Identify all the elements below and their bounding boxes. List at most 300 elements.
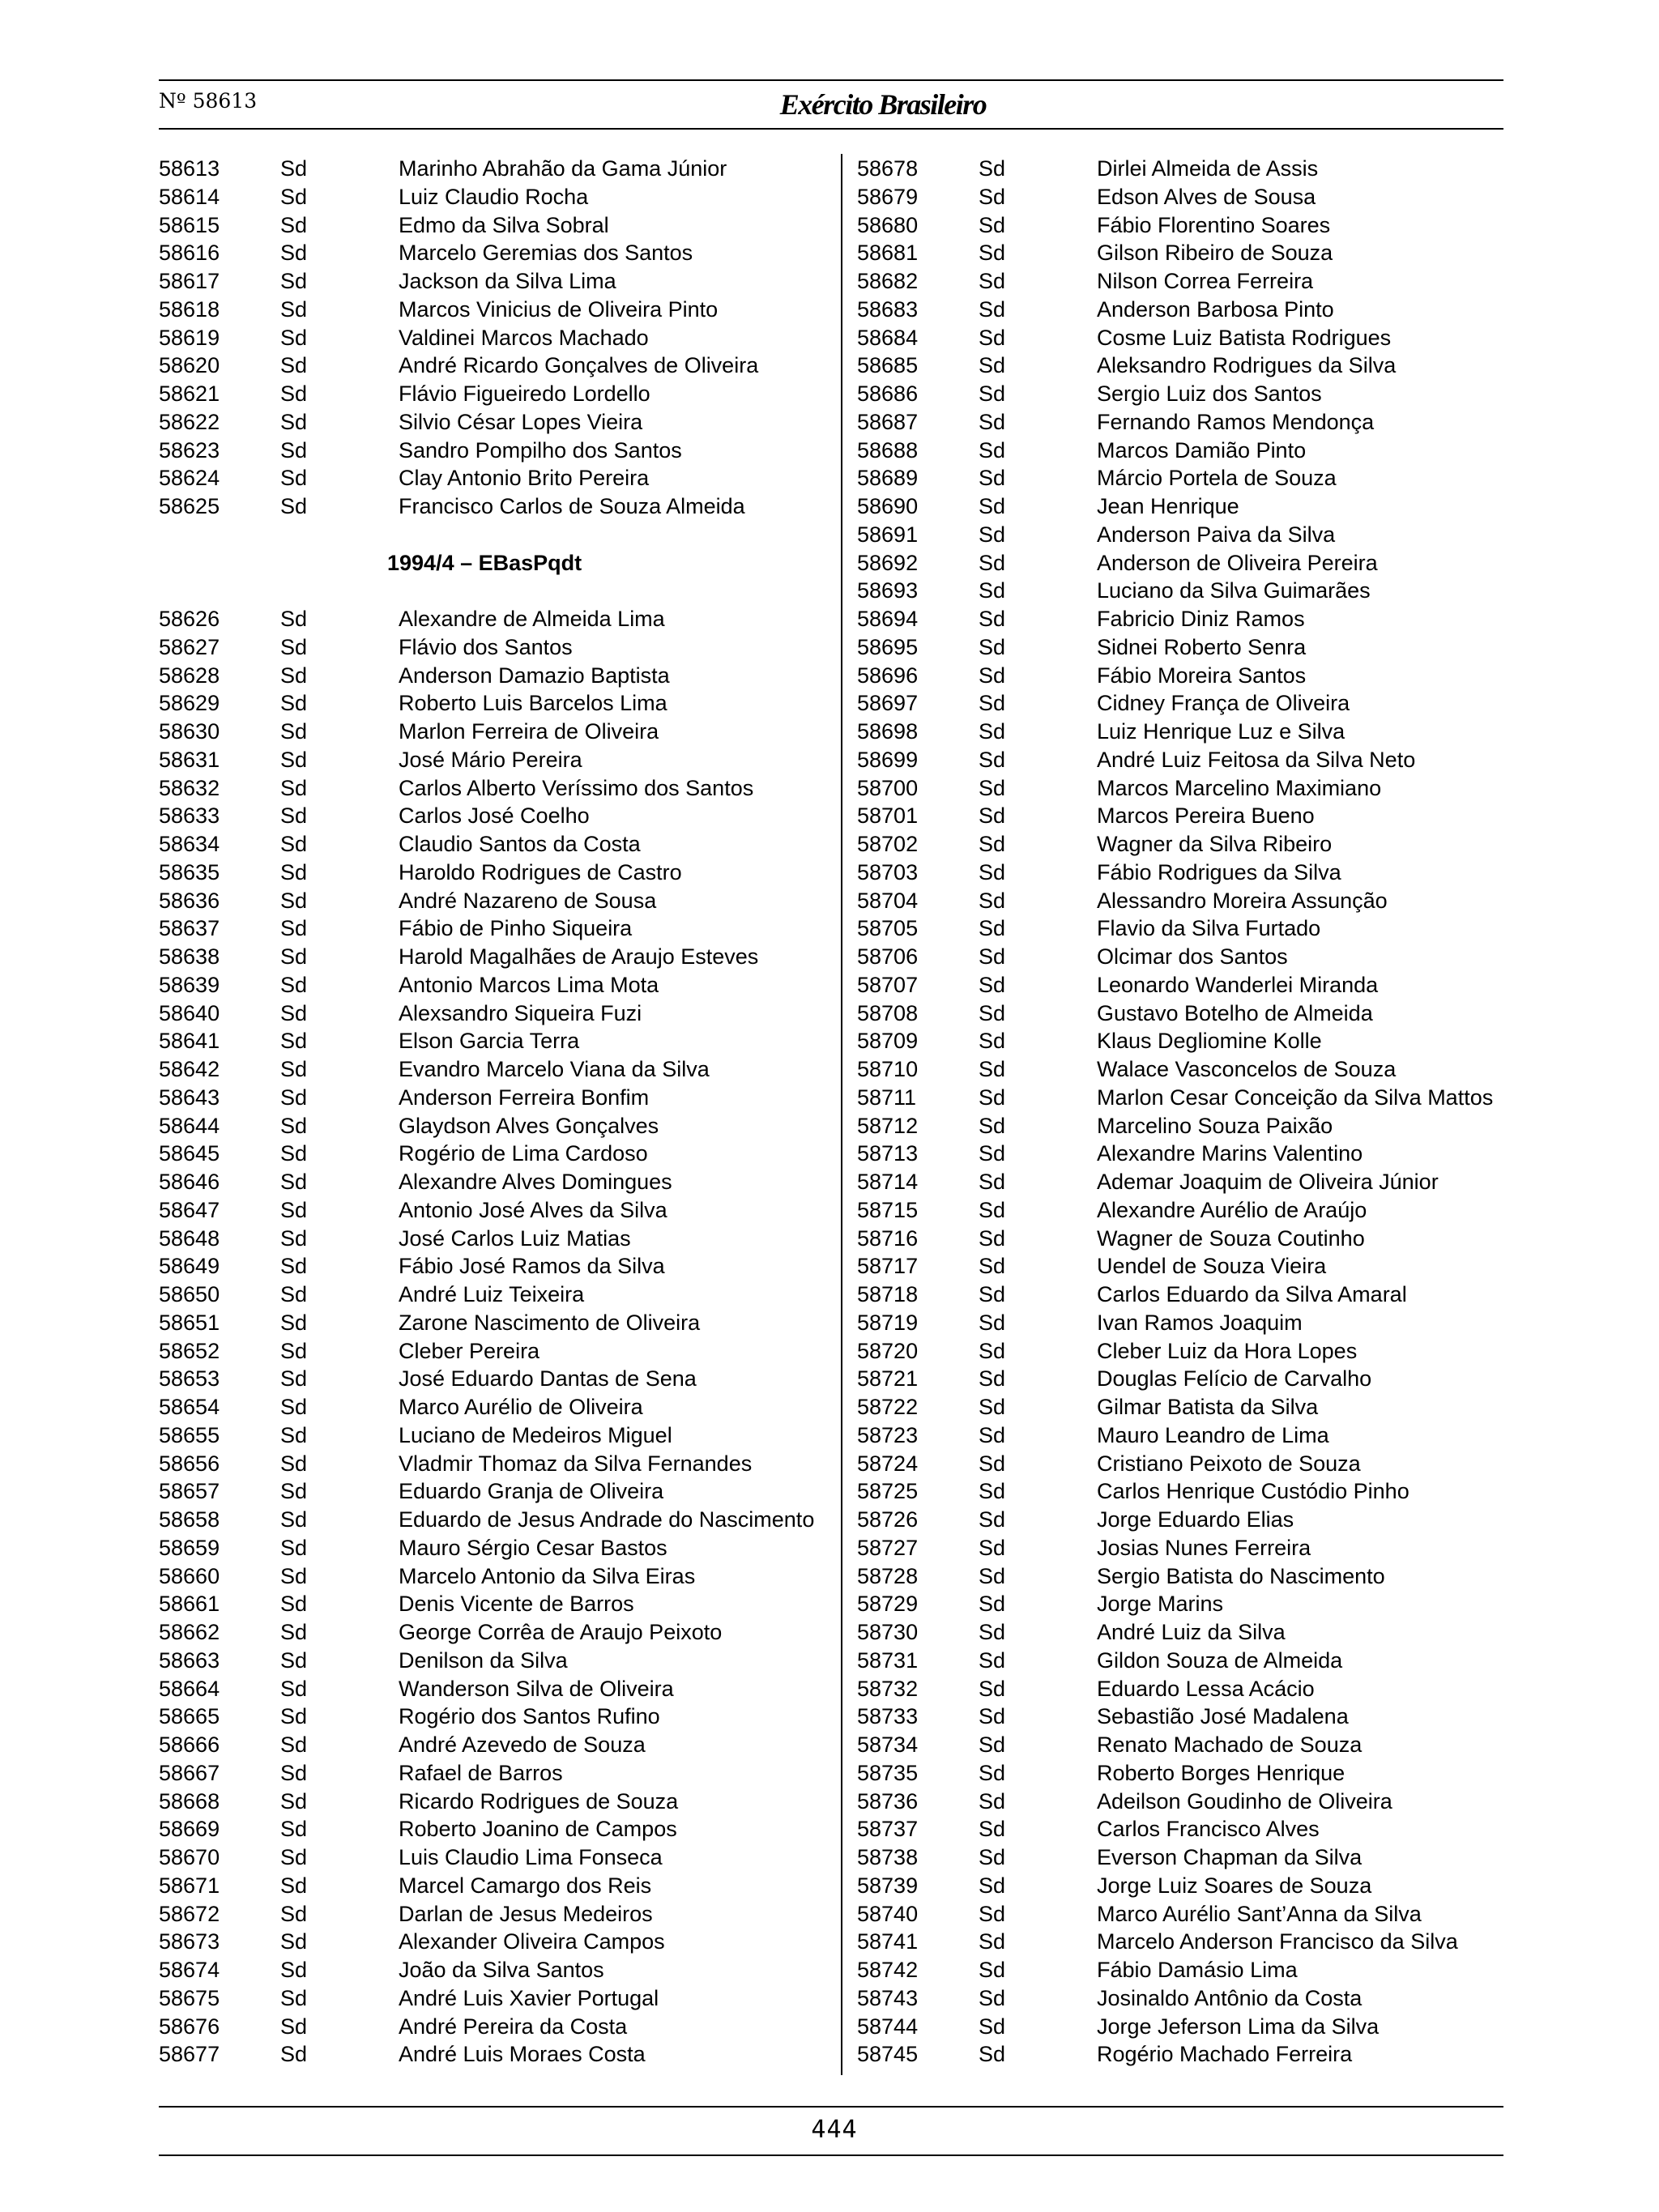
list-item (159, 1618, 839, 1647)
rank: Sd (280, 353, 308, 378)
registration-number: 58699 (857, 747, 919, 772)
list-item (857, 1928, 1513, 1956)
person-name: José Eduardo Dantas de Sena (399, 1366, 697, 1392)
right-list (857, 155, 1513, 2069)
list-item (159, 633, 839, 662)
registration-number: 58694 (857, 607, 919, 631)
left-list-group-1 (159, 155, 839, 521)
registration-number: 58707 (857, 972, 919, 997)
list-item (159, 352, 839, 380)
registration-number: 58734 (857, 1733, 919, 1757)
person-name: Carlos Eduardo da Silva Amaral (1097, 1282, 1407, 1306)
list-item (159, 999, 839, 1028)
registration-number: 58646 (159, 1170, 220, 1195)
rank: Sd (979, 494, 1006, 518)
list-item (857, 239, 1513, 267)
list-item (159, 1421, 839, 1450)
list-item (159, 1450, 839, 1478)
registration-number: 58729 (857, 1592, 919, 1617)
registration-number: 58621 (159, 381, 220, 406)
rank: Sd (280, 1733, 308, 1758)
registration-number: 58717 (857, 1254, 919, 1279)
registration-number: 58681 (857, 241, 919, 266)
person-name: Marcelo Anderson Francisco da Silva (1097, 1929, 1458, 1954)
rank: Sd (979, 1141, 1006, 1166)
registration-number: 58636 (159, 888, 220, 913)
registration-number: 58645 (159, 1141, 220, 1166)
list-item (857, 746, 1513, 774)
rank: Sd (979, 1366, 1006, 1392)
registration-number: 58664 (159, 1676, 220, 1701)
list-item (159, 1900, 839, 1929)
person-name: Alexsandro Siqueira Fuzi (399, 1000, 642, 1025)
person-name: Silvio César Lopes Vieira (399, 409, 643, 434)
rank: Sd (280, 1647, 308, 1673)
person-name: Wagner de Souza Coutinho (1097, 1225, 1365, 1251)
person-name: Antonio José Alves da Silva (399, 1197, 667, 1222)
list-item (857, 633, 1513, 662)
list-item (857, 774, 1513, 803)
registration-number: 58693 (857, 578, 919, 603)
registration-number: 58685 (857, 353, 919, 378)
list-item (159, 1027, 839, 1055)
person-name: João da Silva Santos (399, 1958, 604, 1983)
rank: Sd (280, 1310, 308, 1335)
registration-number: 58641 (159, 1029, 220, 1054)
registration-number: 58696 (857, 663, 919, 688)
rank: Sd (979, 1620, 1006, 1644)
rank: Sd (979, 578, 1006, 603)
list-item (159, 1112, 839, 1140)
rank: Sd (280, 241, 308, 266)
person-name: Luciano da Silva Guimarães (1097, 578, 1371, 603)
person-name: Anderson Ferreira Bonfim (399, 1085, 650, 1110)
registration-number: 58650 (159, 1282, 220, 1307)
registration-number: 58616 (159, 241, 220, 266)
list-item (857, 1618, 1513, 1647)
registration-number: 58647 (159, 1197, 220, 1222)
rank: Sd (979, 1592, 1006, 1617)
rank: Sd (280, 494, 308, 518)
registration-number: 58713 (857, 1141, 919, 1166)
person-name: Mauro Sérgio Cesar Bastos (399, 1535, 667, 1560)
list-item (857, 2040, 1513, 2069)
list-item (159, 1534, 839, 1562)
person-name: Denis Vicente de Barros (399, 1592, 634, 1617)
registration-number: 58667 (159, 1760, 220, 1785)
registration-number: 58656 (159, 1451, 220, 1476)
person-name: Alessandro Moreira Assunção (1097, 888, 1388, 913)
registration-number: 58705 (857, 916, 919, 941)
rank: Sd (979, 1085, 1006, 1110)
registration-number: 58727 (857, 1535, 919, 1560)
registration-number: 58654 (159, 1395, 220, 1420)
person-name: Wanderson Silva de Oliveira (399, 1676, 674, 1701)
list-item (857, 1365, 1513, 1393)
list-item (159, 1872, 839, 1900)
person-name: Jean Henrique (1097, 494, 1239, 518)
list-item (857, 1477, 1513, 1506)
list-item (857, 971, 1513, 999)
list-item (159, 1788, 839, 1816)
person-name: Adeilson Goudinho de Oliveira (1097, 1788, 1392, 1813)
registration-number: 58740 (857, 1901, 919, 1926)
rank: Sd (280, 1057, 308, 1082)
registration-number: 58662 (159, 1620, 220, 1645)
list-item (159, 1647, 839, 1675)
rank: Sd (280, 1422, 308, 1447)
person-name: Alexandre Alves Domingues (399, 1170, 672, 1195)
rank: Sd (979, 607, 1006, 631)
list-item (857, 943, 1513, 971)
list-item (857, 549, 1513, 578)
registration-number: 58674 (159, 1958, 220, 1983)
registration-number: 58639 (159, 972, 220, 997)
registration-number: 58666 (159, 1733, 220, 1758)
registration-number: 58710 (857, 1057, 919, 1081)
list-item (857, 1281, 1513, 1309)
registration-number: 58742 (857, 1958, 919, 1982)
list-item (857, 830, 1513, 859)
list-item (857, 1252, 1513, 1281)
list-item (857, 1759, 1513, 1788)
rank: Sd (979, 1310, 1006, 1335)
rank: Sd (280, 1451, 308, 1476)
registration-number: 58626 (159, 607, 220, 632)
list-item (857, 1168, 1513, 1196)
person-name: José Carlos Luiz Matias (399, 1225, 631, 1251)
rank: Sd (979, 381, 1006, 406)
person-name: Ademar Joaquim de Oliveira Júnior (1097, 1170, 1439, 1194)
registration-number: 58741 (857, 1929, 919, 1954)
person-name: Zarone Nascimento de Oliveira (399, 1310, 701, 1335)
list-item (857, 1843, 1513, 1872)
rank: Sd (979, 466, 1006, 491)
list-item (857, 1027, 1513, 1055)
list-item (857, 296, 1513, 324)
rank: Sd (280, 1901, 308, 1926)
registration-number: 58617 (159, 269, 220, 293)
rank: Sd (280, 719, 308, 744)
list-item (857, 1590, 1513, 1618)
rank: Sd (979, 1029, 1006, 1054)
list-item (857, 718, 1513, 746)
registration-number: 58726 (857, 1507, 919, 1532)
person-name: Marinho Abrahão da Gama Júnior (399, 156, 727, 181)
person-name: Marlon Ferreira de Oliveira (399, 719, 659, 744)
rank: Sd (280, 972, 308, 997)
list-item (857, 1055, 1513, 1084)
rank: Sd (979, 1507, 1006, 1532)
rank: Sd (280, 1788, 308, 1813)
registration-number: 58680 (857, 212, 919, 237)
rank: Sd (280, 1141, 308, 1166)
registration-number: 58653 (159, 1366, 220, 1392)
person-name: Eduardo de Jesus Andrade do Nascimento (399, 1507, 815, 1532)
registration-number: 58649 (159, 1254, 220, 1279)
person-name: Edmo da Silva Sobral (399, 212, 609, 237)
person-name: Fábio Damásio Lima (1097, 1958, 1298, 1982)
registration-number: 58658 (159, 1507, 220, 1532)
rank: Sd (979, 550, 1006, 575)
rank: Sd (979, 1254, 1006, 1279)
list-item (159, 718, 839, 746)
list-item (159, 1506, 839, 1534)
registration-number: 58724 (857, 1451, 919, 1476)
rank: Sd (280, 1000, 308, 1025)
registration-number: 58720 (857, 1338, 919, 1363)
list-item (159, 1843, 839, 1872)
list-item (159, 1055, 839, 1084)
list-item (857, 1309, 1513, 1337)
person-name: Marco Aurélio Sant’Anna da Silva (1097, 1901, 1422, 1926)
list-item (857, 1984, 1513, 2013)
rank: Sd (979, 156, 1006, 181)
registration-number: 58684 (857, 325, 919, 350)
list-item (159, 830, 839, 859)
list-item (857, 1872, 1513, 1900)
person-name: Jorge Marins (1097, 1592, 1224, 1617)
rank: Sd (979, 1170, 1006, 1194)
rank: Sd (979, 859, 1006, 884)
list-item (159, 2013, 839, 2041)
list-item (159, 1759, 839, 1788)
registration-number: 58671 (159, 1873, 220, 1898)
registration-number: 58728 (857, 1563, 919, 1588)
person-name: André Nazareno de Sousa (399, 888, 657, 913)
rank: Sd (979, 437, 1006, 462)
list-item (159, 1675, 839, 1703)
list-item (857, 887, 1513, 915)
person-name: Marcos Vinicius de Oliveira Pinto (399, 296, 719, 322)
registration-number: 58625 (159, 494, 220, 518)
rank: Sd (979, 1535, 1006, 1560)
rank: Sd (280, 1929, 308, 1954)
registration-number: 58683 (857, 296, 919, 322)
list-item (857, 577, 1513, 605)
rank: Sd (979, 747, 1006, 772)
list-item (159, 1590, 839, 1618)
list-item (857, 1140, 1513, 1168)
list-item (857, 1225, 1513, 1253)
registration-number: 58744 (857, 2014, 919, 2039)
rank: Sd (979, 1704, 1006, 1729)
registration-number: 58723 (857, 1422, 919, 1447)
person-name: Luis Claudio Lima Fonseca (399, 1845, 663, 1870)
list-item (159, 267, 839, 296)
person-name: Sidnei Roberto Senra (1097, 634, 1307, 659)
rank: Sd (280, 1338, 308, 1363)
list-item (857, 1112, 1513, 1140)
person-name: Valdinei Marcos Machado (399, 325, 649, 350)
person-name: Jorge Eduardo Elias (1097, 1507, 1294, 1532)
person-name: Cidney França de Oliveira (1097, 691, 1350, 716)
list-item (159, 802, 839, 830)
registration-number: 58706 (857, 944, 919, 969)
registration-number: 58620 (159, 353, 220, 378)
person-name: Carlos José Coelho (399, 803, 590, 829)
registration-number: 58725 (857, 1479, 919, 1504)
person-name: Marcelino Souza Paixão (1097, 1113, 1333, 1138)
registration-number: 58631 (159, 747, 220, 772)
rank: Sd (979, 1760, 1006, 1785)
person-name: Mauro Leandro de Lima (1097, 1422, 1329, 1447)
registration-number: 58648 (159, 1225, 220, 1251)
person-name: Glaydson Alves Gonçalves (399, 1113, 659, 1138)
person-name: Sergio Luiz dos Santos (1097, 381, 1322, 406)
rank: Sd (280, 747, 308, 772)
rank: Sd (280, 607, 308, 632)
registration-number: 58629 (159, 691, 220, 716)
rank: Sd (979, 775, 1006, 800)
list-item (857, 1788, 1513, 1816)
footer-bottom-rule (159, 2154, 1503, 2156)
list-item (159, 662, 839, 690)
rank: Sd (280, 1985, 308, 2010)
person-name: Douglas Felício de Carvalho (1097, 1366, 1372, 1392)
rank: Sd (280, 832, 308, 857)
person-name: Haroldo Rodrigues de Castro (399, 859, 682, 884)
rank: Sd (979, 1817, 1006, 1842)
person-name: Carlos Henrique Custódio Pinho (1097, 1479, 1410, 1504)
rank: Sd (280, 212, 308, 237)
person-name: Fábio de Pinho Siqueira (399, 916, 633, 941)
person-name: Sandro Pompilho dos Santos (399, 437, 682, 462)
rank: Sd (979, 663, 1006, 688)
list-item (159, 492, 839, 521)
person-name: Rafael de Barros (399, 1760, 563, 1785)
registration-number: 58661 (159, 1592, 220, 1617)
registration-number: 58732 (857, 1676, 919, 1701)
rank: Sd (280, 2014, 308, 2039)
rank: Sd (280, 1479, 308, 1504)
person-name: Eduardo Granja de Oliveira (399, 1479, 664, 1504)
rank: Sd (979, 1647, 1006, 1673)
list-item (857, 1562, 1513, 1591)
person-name: Gustavo Botelho de Almeida (1097, 1000, 1373, 1025)
person-name: Flavio da Silva Furtado (1097, 916, 1321, 941)
person-name: Marcelo Antonio da Silva Eiras (399, 1563, 696, 1588)
registration-number: 58738 (857, 1845, 919, 1869)
list-item (857, 155, 1513, 183)
person-name: Roberto Borges Henrique (1097, 1760, 1346, 1785)
list-item (159, 155, 839, 183)
registration-number: 58622 (159, 409, 220, 434)
person-name: Jorge Luiz Soares de Souza (1097, 1873, 1372, 1898)
rank: Sd (280, 916, 308, 941)
list-item (857, 1393, 1513, 1421)
rank: Sd (979, 1845, 1006, 1869)
registration-number: 58711 (857, 1085, 917, 1110)
rank: Sd (280, 156, 308, 181)
registration-number: 58730 (857, 1620, 919, 1644)
person-name: Darlan de Jesus Medeiros (399, 1901, 653, 1926)
rank: Sd (280, 1535, 308, 1560)
person-name: Jorge Jeferson Lima da Silva (1097, 2014, 1380, 2039)
list-item (159, 605, 839, 633)
footer-top-rule (159, 2106, 1503, 2108)
rank: Sd (280, 1704, 308, 1729)
person-name: Fábio Florentino Soares (1097, 212, 1331, 237)
rank: Sd (280, 888, 308, 913)
list-item (159, 1337, 839, 1366)
registration-number: 58660 (159, 1563, 220, 1588)
registration-number: 58691 (857, 522, 919, 547)
list-item (857, 662, 1513, 690)
list-item (159, 1928, 839, 1956)
person-name: Eduardo Lessa Acácio (1097, 1676, 1315, 1701)
list-item (159, 689, 839, 718)
list-item (857, 1675, 1513, 1703)
rank: Sd (979, 803, 1006, 829)
list-item (159, 1393, 839, 1421)
rank: Sd (280, 1225, 308, 1251)
rank: Sd (979, 409, 1006, 434)
registration-number: 58618 (159, 296, 220, 322)
right-column (857, 155, 1513, 2069)
person-name: Roberto Joanino de Campos (399, 1817, 677, 1842)
person-name: Rogério dos Santos Rufino (399, 1704, 660, 1729)
registration-number: 58624 (159, 466, 220, 491)
rank: Sd (979, 1958, 1006, 1982)
registration-number: 58633 (159, 803, 220, 829)
person-name: José Mário Pereira (399, 747, 582, 772)
registration-number: 58682 (857, 269, 919, 293)
person-name: Nilson Correa Ferreira (1097, 269, 1314, 293)
registration-number: 58628 (159, 663, 220, 688)
header-top-rule (159, 79, 1503, 81)
registration-number: 58655 (159, 1422, 220, 1447)
list-item (857, 689, 1513, 718)
rank: Sd (280, 1366, 308, 1392)
registration-number: 58623 (159, 437, 220, 462)
page-number: 444 (811, 2116, 858, 2144)
registration-number: 58719 (857, 1310, 919, 1335)
rank: Sd (280, 1113, 308, 1138)
person-name: Clay Antonio Brito Pereira (399, 466, 650, 491)
person-name: Fábio José Ramos da Silva (399, 1254, 665, 1279)
person-name: Gildon Souza de Almeida (1097, 1647, 1343, 1673)
rank: Sd (979, 1282, 1006, 1306)
person-name: Luiz Henrique Luz e Silva (1097, 719, 1346, 744)
registration-number: 58670 (159, 1845, 220, 1870)
list-item (159, 2040, 839, 2069)
list-item (159, 971, 839, 999)
list-item (857, 1900, 1513, 1929)
registration-number: 58643 (159, 1085, 220, 1110)
registration-number: 58695 (857, 634, 919, 659)
registration-number: 58708 (857, 1000, 919, 1025)
registration-number: 58663 (159, 1647, 220, 1673)
person-name: Uendel de Souza Vieira (1097, 1254, 1327, 1279)
person-name: Marco Aurélio de Oliveira (399, 1395, 643, 1420)
person-name: André Luiz Teixeira (399, 1282, 585, 1307)
person-name: Luciano de Medeiros Miguel (399, 1422, 672, 1447)
person-name: Sebastião José Madalena (1097, 1704, 1349, 1729)
registration-number: 58635 (159, 859, 220, 884)
list-item (159, 437, 839, 465)
list-item (857, 324, 1513, 352)
registration-number: 58657 (159, 1479, 220, 1504)
rank: Sd (280, 1170, 308, 1195)
rank: Sd (280, 1760, 308, 1785)
rank: Sd (280, 634, 308, 659)
list-item (159, 296, 839, 324)
registration-number: 58669 (159, 1817, 220, 1842)
rank: Sd (280, 2042, 308, 2067)
person-name: Renato Machado de Souza (1097, 1733, 1363, 1757)
rank: Sd (979, 2042, 1006, 2067)
